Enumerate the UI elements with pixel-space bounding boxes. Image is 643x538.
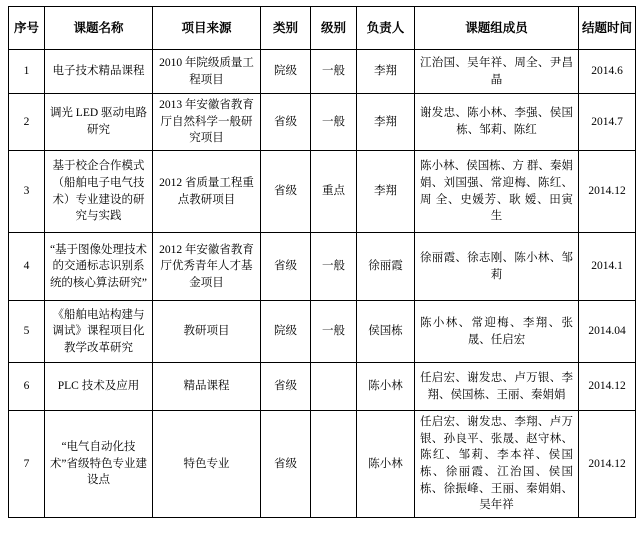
table-row [9,94,636,151]
cell-type: 院级 [261,301,311,363]
cell-leader: 徐丽霞 [357,233,415,301]
cell-source: 2010 年院级质量工程项目 [153,50,261,94]
cell-leader: 李翔 [357,94,415,151]
cell-type: 省级 [261,151,311,233]
cell-date: 2014.1 [579,233,636,301]
cell-members [415,411,579,518]
header-type: 类别 [261,7,311,50]
cell-level: 一般 [311,94,357,151]
cell-members [415,94,579,151]
cell-date: 2014.7 [579,94,636,151]
cell-source: 2012 年安徽省教育厅优秀青年人才基金项目 [153,233,261,301]
header-level: 级别 [311,7,357,50]
cell-leader: 李翔 [357,151,415,233]
cell-date: 2014.12 [579,411,636,518]
cell-name: PLC 技术及应用 [45,363,153,411]
cell-index: 5 [9,301,45,363]
cell-index: 1 [9,50,45,94]
cell-source: 精品课程 [153,363,261,411]
cell-source: 教研项目 [153,301,261,363]
cell-name: 电子技术精品课程 [45,50,153,94]
members-text: 徐丽霞、徐志刚、陈小林、邹莉 [420,251,573,281]
members-text: 江治国、吴年祥、周全、尹昌晶 [420,56,573,86]
table-row [9,301,636,363]
cell-leader: 侯国栋 [357,301,415,363]
cell-level [311,411,357,518]
cell-members [415,363,579,411]
members-text: 陈小林、常迎梅、李翔、张晟、任启宏 [420,316,573,346]
cell-name: 基于校企合作模式（船舶电子电气技术）专业建设的研究与实践 [45,151,153,233]
members-text: 陈小林、侯国栋、方 群、秦娟娟、刘国强、常迎梅、陈红、周 全、史媛芳、耿 嫒、田寅生 [420,160,573,223]
cell-leader: 陈小林 [357,411,415,518]
cell-index: 7 [9,411,45,518]
cell-date: 2014.6 [579,50,636,94]
cell-index: 2 [9,94,45,151]
table-row [9,151,636,233]
header-name: 课题名称 [45,7,153,50]
cell-members [415,50,579,94]
cell-date: 2014.04 [579,301,636,363]
cell-date: 2014.12 [579,363,636,411]
cell-name: “电气自动化技术”省级特色专业建设点 [45,411,153,518]
cell-date: 2014.12 [579,151,636,233]
header-members: 课题组成员 [415,7,579,50]
cell-level: 重点 [311,151,357,233]
cell-level: 一般 [311,233,357,301]
header-source: 项目来源 [153,7,261,50]
cell-name: 《船舶电站构建与调试》课程项目化教学改革研究 [45,301,153,363]
header-leader: 负责人 [357,7,415,50]
cell-type: 省级 [261,94,311,151]
cell-name: 调光 LED 驱动电路研究 [45,94,153,151]
cell-leader: 李翔 [357,50,415,94]
cell-type: 省级 [261,233,311,301]
header-index: 序号 [9,7,45,50]
members-text: 谢发忠、陈小林、李强、侯国栋、邹莉、陈红 [420,107,573,136]
table-header-row [9,7,636,50]
members-text: 任启宏、谢发忠、李翔、卢万银、孙良平、张晟、赵守林、陈红、邹莉、李本祥、侯国栋、徐丽霞、江治国、侯国栋、徐振峰、王丽、秦娟娟、吴年祥 [420,416,573,512]
cell-level: 一般 [311,50,357,94]
table-row [9,50,636,94]
cell-type: 省级 [261,363,311,411]
cell-members [415,301,579,363]
cell-source: 2013 年安徽省教育厅自然科学一般研究项目 [153,94,261,151]
table-row [9,363,636,411]
cell-source: 特色专业 [153,411,261,518]
header-date: 结题时间 [579,7,636,50]
cell-source: 2012 省质量工程重点教研项目 [153,151,261,233]
table-row [9,233,636,301]
cell-index: 4 [9,233,45,301]
cell-level: 一般 [311,301,357,363]
cell-members [415,151,579,233]
cell-name: “基于图像处理技术的交通标志识别系统的核心算法研究” [45,233,153,301]
cell-type: 省级 [261,411,311,518]
cell-members [415,233,579,301]
cell-index: 6 [9,363,45,411]
members-text: 任启宏、谢发忠、卢万银、李翔、侯国栋、王丽、秦娟娟 [420,371,573,401]
cell-index: 3 [9,151,45,233]
cell-level [311,363,357,411]
cell-type: 院级 [261,50,311,94]
table-row [9,411,636,518]
cell-leader: 陈小林 [357,363,415,411]
project-table [8,6,636,518]
